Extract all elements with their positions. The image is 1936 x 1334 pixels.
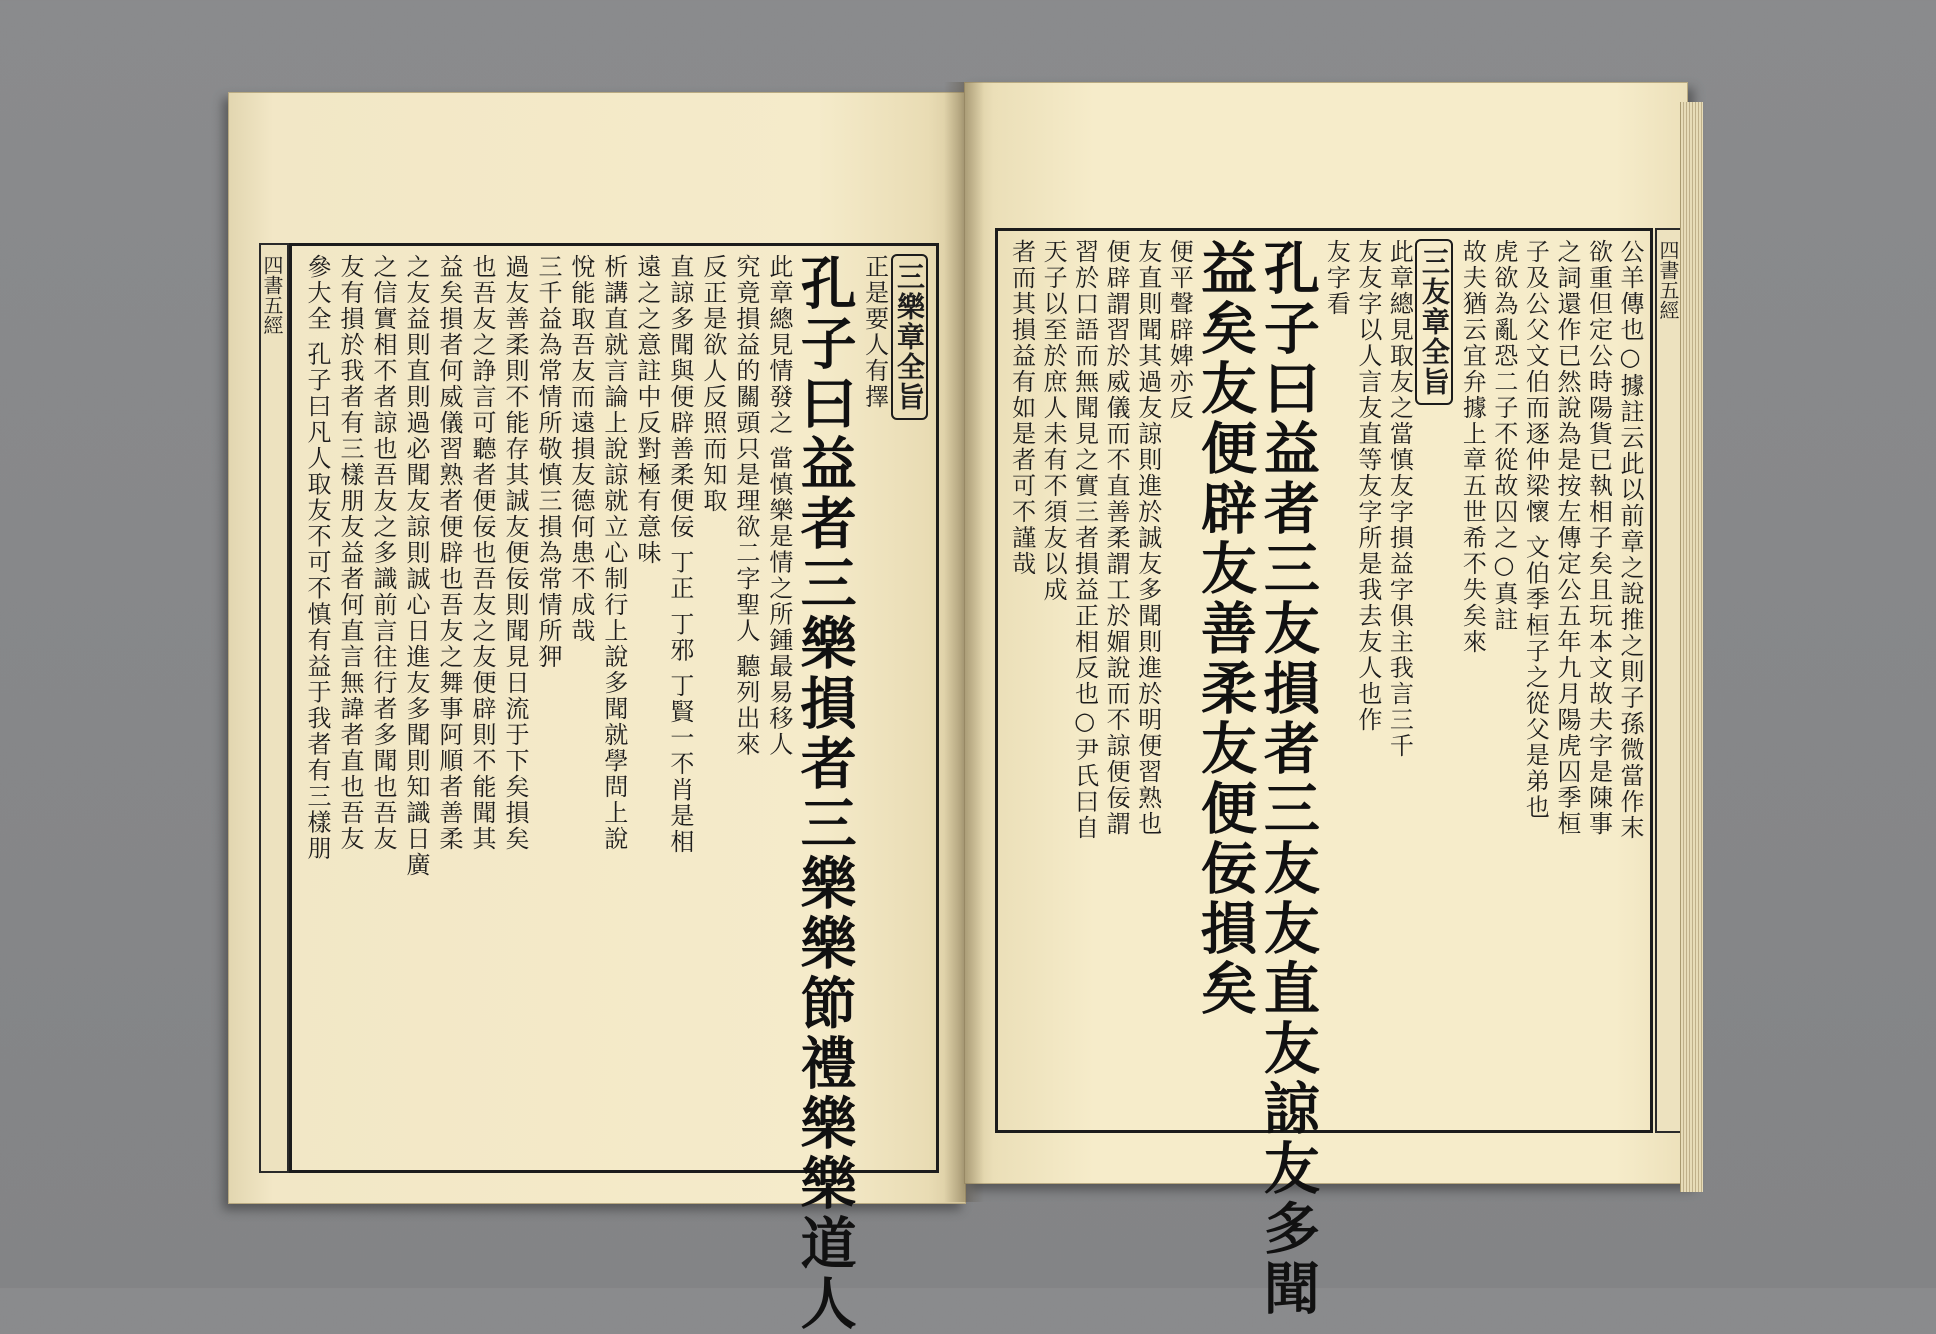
left-text-columns [300,254,928,1334]
right-text-columns [1006,239,1644,1319]
commentary-column: 欲重但定公時陽貨已執相子矣且玩本文故夫字是陳事 [1584,239,1613,837]
commentary-column: 友字看 [1322,239,1351,317]
commentary-column: 正是要人有擇 [860,254,889,410]
page-edges [1680,102,1703,1192]
main-text-column: 孔子曰益者三友損者三友友直友諒友多聞 [1254,239,1321,1319]
commentary-column: 也吾友之諍言可聽者便佞也吾友之友便辟則不能聞其 [467,254,496,852]
commentary-column: 參大全 孔子曰凡人取友不可不慎有益于我者有三樣朋 [303,254,332,862]
chapter-heading-box: 三友章全旨 [1415,239,1452,405]
chapter-heading [891,254,928,1162]
chapter-heading-box: 三樂章全旨 [891,254,928,420]
left-margin-strip [259,243,289,1173]
commentary-column: 此章總見情發之 當慎樂是情之所鍾最易移人 [764,254,793,758]
commentary-column: 過友善柔則不能存其誠友便佞則聞見日流于下矣損矣 [500,254,529,852]
commentary-column: 三千益為常情所敬慎三損為常情所狎 [533,254,562,670]
left-page [228,92,966,1334]
commentary-column: 之信實相不者諒也吾友之多識前言往行者多聞也吾友 [369,254,398,852]
commentary-column: 子及公父文伯而逐仲梁懷 文伯季桓子之從父是弟也 [1521,239,1550,821]
commentary-column: 便平聲辟婢亦反 [1165,239,1194,421]
commentary-column: 直諒多聞與便辟善柔便佞 丁正 丁邪 丁賢一不肖是相 [665,254,694,855]
book-gutter [944,82,984,1202]
commentary-column: 者而其損益有如是者可不謹哉 [1007,239,1036,577]
commentary-column: 友直則聞其過友諒則進於誠友多聞則進於明便習熟也 [1133,239,1162,837]
commentary-column: 虎欲為亂恐二子不從故囚之○真註 [1489,239,1518,633]
commentary-column: 之友益則直則過必聞友諒則誠心日進友多聞則知識日廣 [402,254,430,878]
right-text-frame [995,228,1653,1319]
commentary-column: 此章總見取友之當慎友字損益字俱主我言三千 [1385,239,1414,759]
main-text-column: 孔子曰益者三樂損者三樂樂節禮樂樂道人 [791,254,858,1334]
right-margin-label: 四書五經 [1656,240,1680,320]
commentary-column: 析講直就言論上說諒就立心制行上說多聞就學問上說 [599,254,628,852]
open-book [228,82,1688,1334]
commentary-column: 遠之之意註中反對極有意味 [632,254,661,566]
commentary-column: 益矣損者何威儀習熟者便辟也吾友之舞事阿順者善柔 [434,254,463,852]
commentary-column: 反正是欲人反照而知取 [698,254,727,514]
right-page [964,82,1688,1319]
commentary-column: 公羊傳也○據註云此以前章之說推之則子孫微當作末 [1616,239,1644,841]
commentary-column: 究竟損益的關頭只是理欲二字聖人 聽列出來 [731,254,760,758]
left-margin-label: 四書五經 [260,255,284,335]
main-text-column: 益矣友便辟友善柔友便佞損矣 [1192,239,1259,1019]
left-text-frame [289,243,939,1334]
commentary-column: 友有損於我者有三樣朋友益者何直言無諱者直也吾友 [336,254,365,852]
commentary-column: 悅能取吾友而遠損友德何患不成哉 [566,254,595,644]
commentary-column: 便辟謂習於威儀而不直善柔謂工於媚說而不諒便佞謂 [1102,239,1131,837]
commentary-column: 之詞還作已然說為是按左傳定公五年九月陽虎囚季桓 [1552,239,1581,837]
commentary-column: 故夫猶云宜弁據上章五世希不失矣來 [1458,239,1487,655]
commentary-column: 天子以至於庶人未有不須友以成 [1039,239,1068,603]
commentary-column: 友友字以人言友直等友字所是我去友人也作 [1353,239,1382,733]
commentary-column: 習於口語而無聞見之實三者損益正相反也○尹氏曰自 [1070,239,1099,841]
chapter-heading [1415,239,1452,1122]
